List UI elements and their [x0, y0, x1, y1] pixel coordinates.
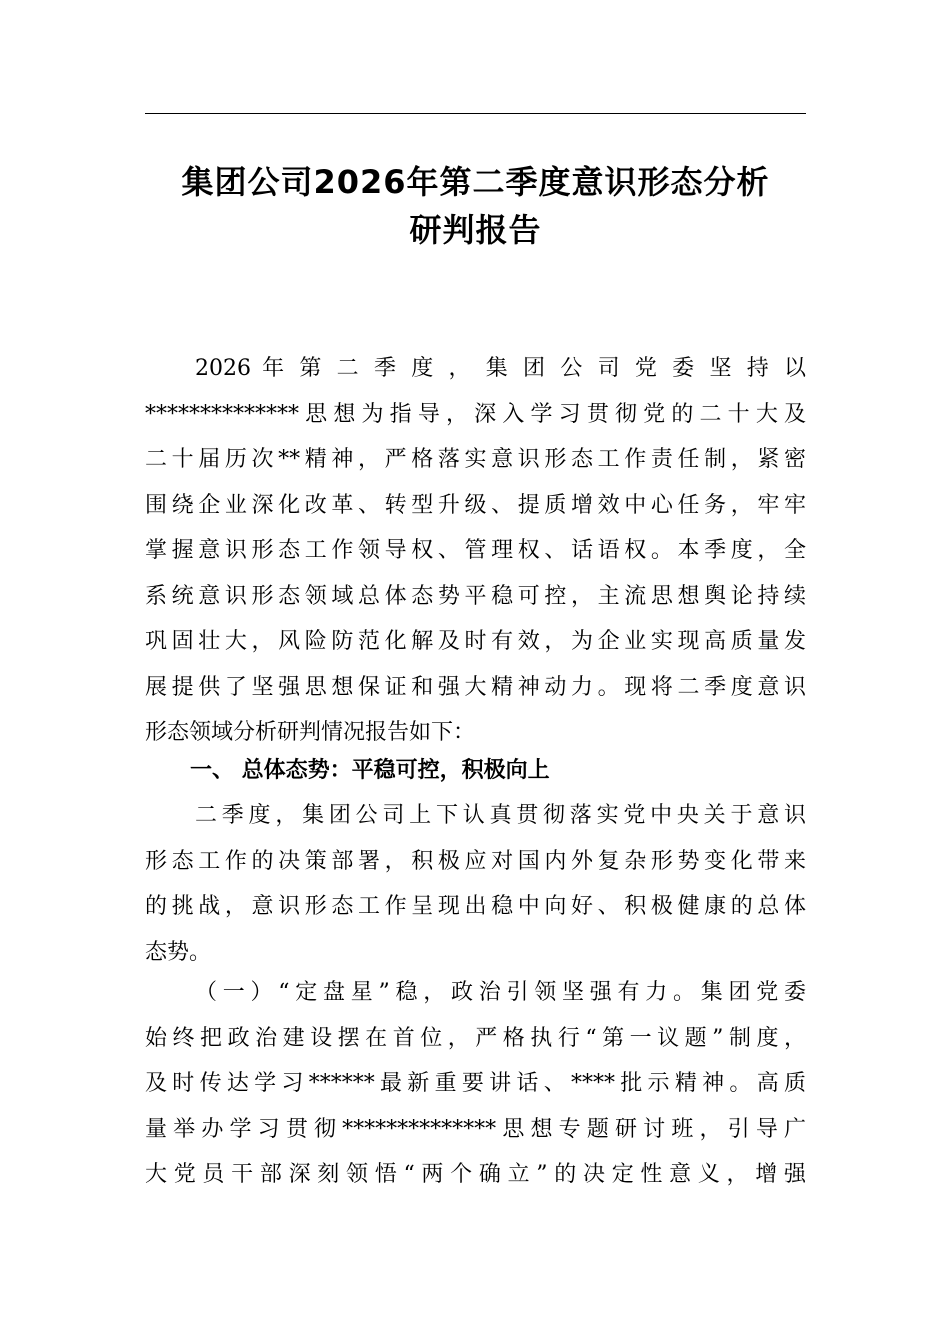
- subsection1-line: 大党员干部深刻领悟“两个确立”的决定性意义，增强: [145, 1162, 806, 1187]
- intro-paragraph: [145, 346, 806, 756]
- subsection1-line: 及时传达学习******最新重要讲话、****批示精神。高质: [145, 1071, 806, 1096]
- section1-line: 形态工作的决策部署，积极应对国内外复杂形势变化带来: [145, 848, 806, 874]
- subsection1-line: 始终把政治建设摆在首位，严格执行“第一议题”制度，: [145, 1025, 806, 1051]
- title-line-1: 集团公司2026年第二季度意识形态分析: [181, 163, 770, 201]
- subsection1-line: 量举办学习贯彻**************思想专题研讨班，引导广: [145, 1116, 806, 1142]
- title-line-2: 研判报告: [409, 211, 542, 249]
- intro-line: 形态领域分析研判情况报告如下：: [145, 720, 476, 745]
- section1-line: 态势。: [145, 939, 212, 965]
- intro-line: 二十届历次**精神，严格落实意识形态工作责任制，紧密: [145, 447, 806, 472]
- intro-line: 系统意识形态领域总体态势平稳可控，主流思想舆论持续: [145, 583, 806, 609]
- intro-line: **************思想为指导，深入学习贯彻党的二十大及: [145, 401, 806, 427]
- subsection1-paragraph: [145, 970, 806, 1198]
- intro-line: 掌握意识形态工作领导权、管理权、话语权。本季度，全: [145, 538, 806, 563]
- section1-paragraph: [145, 793, 806, 975]
- intro-line: 围绕企业深化改革、转型升级、提质增效中心任务，牢牢: [145, 492, 806, 518]
- section1-line: 二季度，集团公司上下认真贯彻落实党中央关于意识: [195, 803, 806, 828]
- section1-line: 的挑战，意识形态工作呈现出稳中向好、积极健康的总体: [145, 894, 806, 919]
- subsection1-line: （一）“定盘星”稳，政治引领坚强有力。集团党委: [195, 980, 806, 1005]
- header-rule: [145, 113, 806, 114]
- document-title: [145, 158, 806, 254]
- intro-line: 展提供了坚强思想保证和强大精神动力。现将二季度意识: [145, 674, 806, 700]
- intro-line: 巩固壮大，风险防范化解及时有效，为企业实现高质量发: [145, 629, 806, 654]
- section-heading-1: 一、 总体态势：平稳可控，积极向上: [190, 758, 550, 783]
- intro-line: 2026 年 第 二 季 度 ， 集 团 公 司 党 委 坚 持 以: [195, 356, 806, 381]
